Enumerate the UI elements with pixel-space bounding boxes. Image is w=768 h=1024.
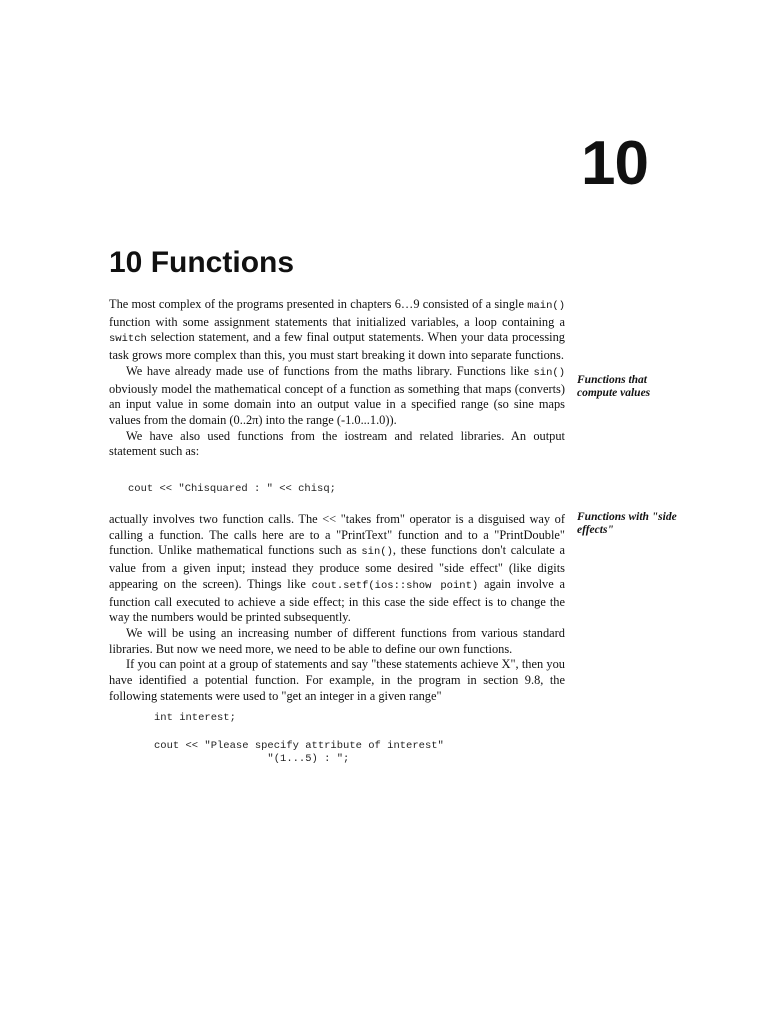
paragraph-3: We have also used functions from the iostream and related libraries. An output statement such as:: [109, 428, 565, 459]
code-block-interest: int interest; cout << "Please specify attribute of interest" "(1...5) : ";: [154, 712, 444, 766]
paragraph-5: We will be using an increasing number of different functions from various standard libraries. But now we need more, we need to be able to define our own functions.: [109, 625, 565, 656]
paragraph-1: The most complex of the programs presented in chapters 6…9 consisted of a single main() function with some assignment statements that initialized variables, a loop containing a switch selection statement, and a few final output statements. When your data processing task grows more complex than this, you must start breaking it down into separate functions.: [109, 297, 565, 363]
body-section-2: [109, 512, 565, 704]
paragraph-2: We have already made use of functions from the maths library. Functions like sin() obviously model the mathematical concept of a function as something that maps (converts) an input value in some domain into an output value in a specified range (so sine maps values from the domain (0..2π) into the range (-1.0...1.0)).: [109, 363, 565, 427]
paragraph-4: actually involves two function calls. The << "takes from" operator is a disguised way of calling a function. The calls here are to a "PrintText" function and to a "PrintDouble" function. Unlike mathematical functions such as sin(), these functions don't calculate a value from a given input; instead they produce some desired "side effect" (like digits appearing on the screen). Things like cout.setf(ios::show point) again involve a function call executed to achieve a side effect; in this case the side effect is to change the way the numbers would be printed subsequently.: [109, 512, 566, 625]
code-block-cout: cout << "Chisquared : " << chisq;: [128, 483, 336, 495]
margin-note-side-effects: Functions with "side effects": [577, 511, 677, 536]
inline-code: switch: [109, 333, 147, 346]
margin-note-compute-values: Functions that compute values: [577, 374, 651, 399]
paragraph-6: If you can point at a group of statements and say "these statements achieve X", then you have identified a potential function. For example, in the program in section 9.8, the following statements were used to "get an integer in a given range": [109, 657, 565, 703]
body-section-1: [109, 297, 565, 460]
chapter-number: 10: [581, 129, 648, 198]
chapter-title: 10 Functions: [109, 246, 295, 279]
inline-code: main(): [527, 300, 565, 312]
inline-code: sin(): [533, 366, 565, 379]
inline-code: sin(): [361, 546, 393, 559]
inline-code: cout.setf(ios::show point): [311, 579, 479, 592]
